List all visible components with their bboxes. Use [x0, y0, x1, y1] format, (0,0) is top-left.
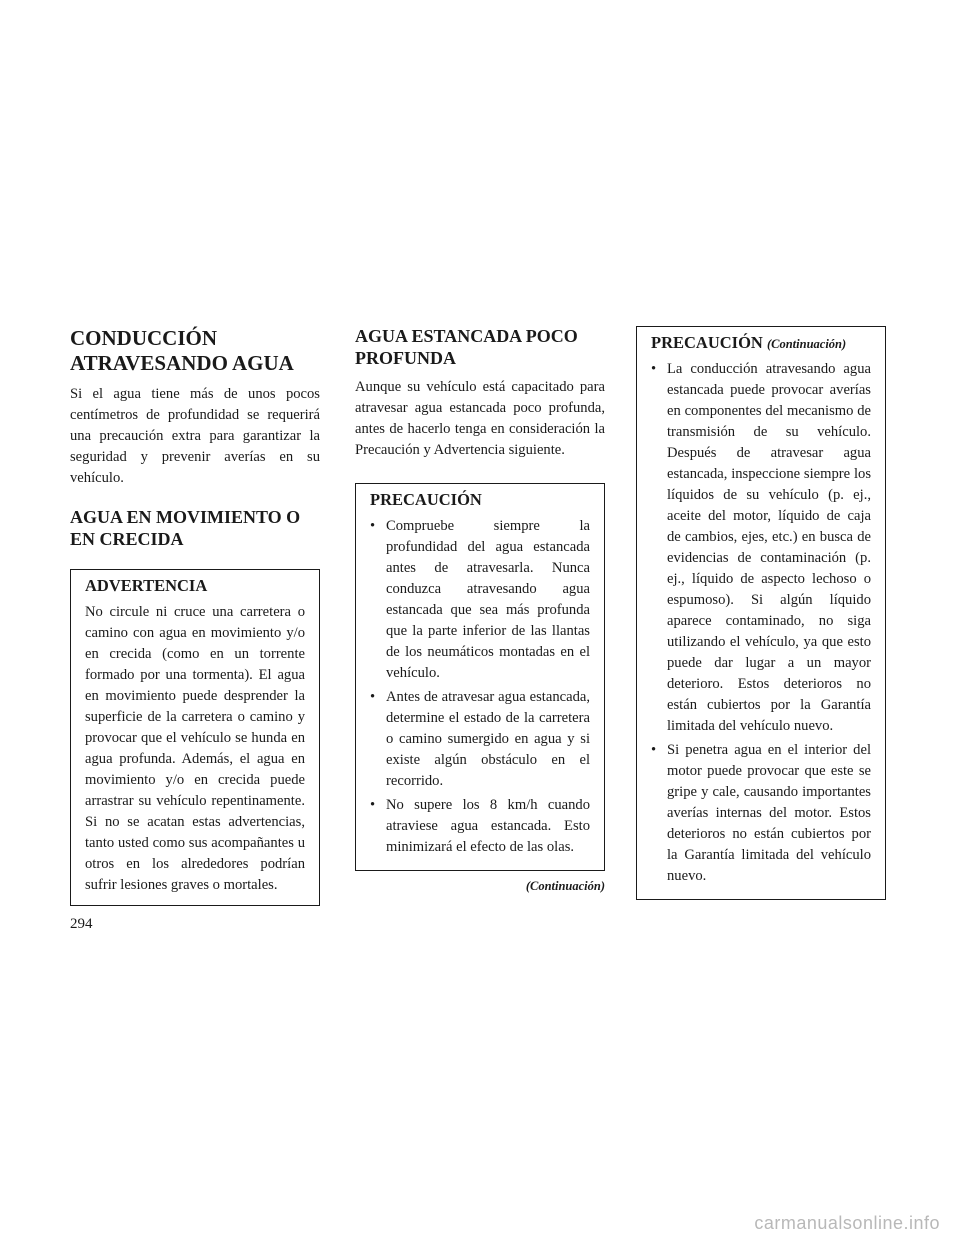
watermark: carmanualsonline.info — [754, 1213, 940, 1233]
caution-item: • Compruebe siempre la profundidad del agua estancada antes de atravesarla. Nunca conduzca atravesando agua estancada que sea más profunda que la parte inferior de las llantas de los neumáticos montadas en el vehículo. — [370, 518, 590, 682]
column-left — [70, 326, 320, 906]
caution-item: • Antes de atravesar agua estancada, determine el estado de la carretera o camino sumergido en agua y si existe algún obstáculo en el recorrido. — [370, 689, 590, 790]
section-heading: CONDUCCIÓN ATRAVESANDO AGUA — [70, 326, 294, 376]
intro-paragraph: Si el agua tiene más de unos pocos centímetros de profundidad se requerirá una precaución extra para garantizar la seguridad y prevenir averías en su vehículo. — [70, 386, 320, 487]
warning-text: No circule ni cruce una carretera o camino con agua en movimiento y/o en crecida (como en un torrente formado por una tormenta). El agua en movimiento puede desprender la superficie de la carretera o camino y provocar que el vehículo se hunda en agua profunda. Además, el agua en movimiento y/o en crecida puede arrastrar su vehículo repentinamente. Si no se acatan estas advertencias, tanto usted como sus acompañantes u otros en los alrededores podrían sufrir lesiones graves o mortales. — [85, 603, 305, 893]
subsection-heading: AGUA ESTANCADA POCO PROFUNDA — [355, 326, 578, 368]
caution-item: • No supere los 8 km/h cuando atraviese agua estancada. Esto minimizará el efecto de las olas. — [370, 797, 590, 856]
warning-title: ADVERTENCIA — [85, 575, 208, 595]
caution-item: • La conducción atravesando agua estancada puede provocar averías en componentes del mecanismo de transmisión de su vehículo. Después de atravesar agua estancada, inspeccione siempre los líquidos de su vehículo (p. ej., aceite del motor, líquido de caja de cambios, ejes, etc.) en busca de evidencias de contaminación (p. ej., líquido de aspecto lechoso o espumoso). Si algún líquido aparece contaminado, no siga utilizando el vehículo, ya que esto puede dar lugar a un mayor deterioro. Estos deterioros no están cubiertos por la Garantía limitada del vehículo nuevo. — [651, 361, 871, 734]
page-number: 294 — [70, 916, 93, 932]
intro-paragraph: Aunque su vehículo está capacitado para atravesar agua estancada poco profunda, antes de hacerlo tenga en consideración la Precaución y Advertencia siguiente. — [355, 379, 605, 459]
subsection-heading: AGUA EN MOVIMIENTO O EN CRECIDA — [70, 507, 301, 549]
caution-item: • Si penetra agua en el interior del motor puede provocar que este se gripe y cale, causando importantes averías internas del motor. Estos deterioros no están cubiertos por la Garantía limitada del vehículo nuevo. — [651, 742, 871, 884]
caution-box-continued — [636, 326, 886, 900]
caution-list — [651, 359, 871, 887]
warning-box — [70, 569, 320, 906]
column-middle — [355, 326, 605, 894]
caution-box — [355, 483, 605, 871]
caution-title: PRECAUCIÓN — [370, 490, 482, 510]
continued-label: (Continuación) — [766, 337, 847, 351]
caution-list — [370, 516, 590, 858]
column-right — [636, 326, 886, 900]
continued-label: (Continuación) — [525, 879, 605, 894]
caution-title: PRECAUCIÓN (Continuación) — [651, 333, 847, 352]
